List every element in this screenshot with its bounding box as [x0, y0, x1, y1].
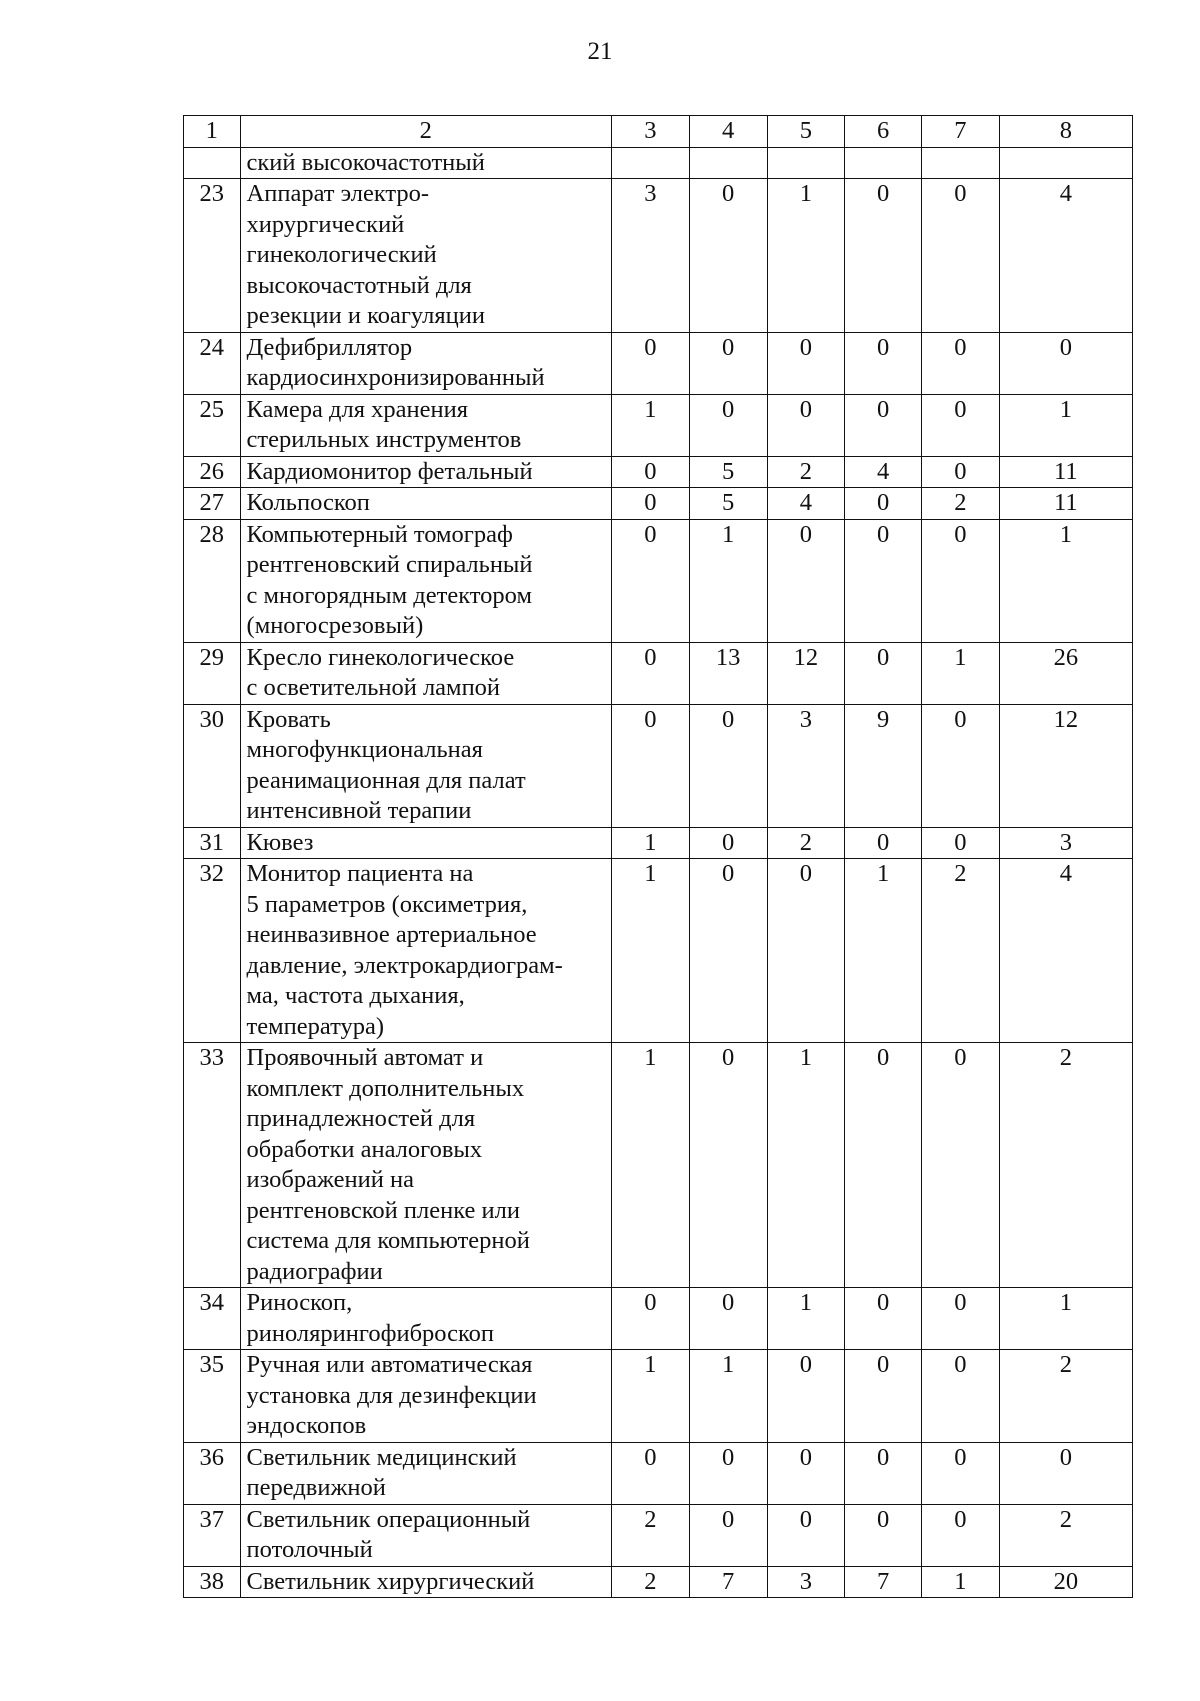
- equipment-name-line: система для компьютерной: [246, 1227, 530, 1254]
- value-cell: 12: [999, 704, 1132, 827]
- value-cell: 0: [612, 642, 690, 704]
- value-cell: 1: [767, 1043, 845, 1288]
- equipment-name-line: Кресло гинекологическое: [246, 643, 515, 671]
- table-row: [184, 1288, 1133, 1350]
- value-cell: 0: [689, 1043, 767, 1288]
- equipment-table: [183, 115, 1133, 1598]
- equipment-name-line: стерильных инструментов: [246, 426, 522, 453]
- equipment-name-line: рентгеновской пленке или: [246, 1196, 520, 1224]
- value-cell: 1: [921, 1566, 999, 1598]
- value-cell: 0: [767, 394, 845, 456]
- value-cell: 1: [767, 179, 845, 333]
- equipment-name-cell: [240, 1566, 612, 1598]
- equipment-name-line: давление, электрокардиограм-: [246, 951, 563, 979]
- equipment-name-line: комплект дополнительных: [246, 1074, 525, 1102]
- value-cell: 11: [999, 488, 1132, 520]
- table-row: [184, 332, 1133, 394]
- value-cell: 1: [612, 827, 690, 859]
- value-cell: 9: [845, 704, 922, 827]
- table-row: [184, 1504, 1133, 1566]
- column-header: 7: [921, 116, 999, 148]
- value-cell: 0: [689, 1288, 767, 1350]
- value-cell: 0: [767, 1350, 845, 1443]
- table-row: [184, 642, 1133, 704]
- equipment-name-cell: [240, 1288, 612, 1350]
- value-cell: 1: [689, 1350, 767, 1443]
- value-cell: 0: [689, 704, 767, 827]
- row-number-cell: 30: [184, 704, 241, 827]
- equipment-name-line: радиографии: [246, 1257, 383, 1285]
- column-header: 4: [689, 116, 767, 148]
- row-number-cell: 31: [184, 827, 241, 859]
- equipment-name-cell: [240, 642, 612, 704]
- value-cell: 3: [767, 704, 845, 827]
- column-header: 1: [184, 116, 241, 148]
- equipment-name-line: хирургический: [246, 210, 405, 238]
- value-cell: 4: [999, 859, 1132, 1043]
- equipment-name-line: интенсивной терапии: [246, 797, 472, 824]
- value-cell: 1: [999, 394, 1132, 456]
- equipment-name-line: Светильник медицинский: [246, 1443, 517, 1471]
- value-cell: 20: [999, 1566, 1132, 1598]
- equipment-name-line: Аппарат электро-: [246, 180, 430, 207]
- equipment-name-line: Монитор пациента на: [246, 860, 474, 887]
- value-cell: 0: [921, 332, 999, 394]
- equipment-name-line: Ручная или автоматическая: [246, 1351, 533, 1378]
- equipment-name-line: рентгеновский спиральный: [246, 551, 533, 578]
- value-cell: 4: [767, 488, 845, 520]
- equipment-name-cell: [240, 456, 612, 488]
- value-cell: 1: [612, 1350, 690, 1443]
- value-cell: 0: [921, 456, 999, 488]
- row-number-cell: 25: [184, 394, 241, 456]
- equipment-name-cell: [240, 488, 612, 520]
- value-cell: 0: [845, 519, 922, 642]
- equipment-name-line: Дефибриллятор: [246, 333, 413, 361]
- equipment-name-line: кардиосинхронизированный: [246, 364, 545, 391]
- page-number: 21: [587, 38, 613, 65]
- row-number-cell: 28: [184, 519, 241, 642]
- column-header: 2: [240, 116, 612, 148]
- value-cell: 0: [767, 1504, 845, 1566]
- equipment-name-line: Кювез: [246, 828, 314, 856]
- value-cell: 0: [921, 1442, 999, 1504]
- table-row-continuation: [184, 147, 1133, 179]
- row-number-cell: 36: [184, 1442, 241, 1504]
- value-cell: [767, 147, 845, 179]
- value-cell: 0: [845, 1043, 922, 1288]
- equipment-name-line: Камера для хранения: [246, 395, 468, 423]
- value-cell: [612, 147, 690, 179]
- row-number-cell: 33: [184, 1043, 241, 1288]
- value-cell: 0: [689, 179, 767, 333]
- row-number-cell: 35: [184, 1350, 241, 1443]
- value-cell: 1: [612, 859, 690, 1043]
- equipment-name-cell: [240, 827, 612, 859]
- value-cell: 0: [845, 332, 922, 394]
- value-cell: 2: [612, 1504, 690, 1566]
- value-cell: 0: [612, 456, 690, 488]
- row-number-cell: [184, 147, 241, 179]
- value-cell: 1: [767, 1288, 845, 1350]
- value-cell: 4: [999, 179, 1132, 333]
- row-number-cell: 26: [184, 456, 241, 488]
- value-cell: 0: [921, 1043, 999, 1288]
- value-cell: 1: [689, 519, 767, 642]
- value-cell: 12: [767, 642, 845, 704]
- equipment-name-line: Кольпоскоп: [246, 489, 370, 516]
- value-cell: 0: [845, 642, 922, 704]
- value-cell: 0: [612, 1288, 690, 1350]
- equipment-name-line: гинекологический: [246, 241, 437, 268]
- value-cell: 3: [612, 179, 690, 333]
- column-header: 6: [845, 116, 922, 148]
- value-cell: 11: [999, 456, 1132, 488]
- table-row: [184, 1350, 1133, 1443]
- equipment-name-line: резекции и коагуляции: [246, 302, 485, 329]
- value-cell: 3: [767, 1566, 845, 1598]
- value-cell: 0: [999, 332, 1132, 394]
- equipment-name-cell: [240, 1442, 612, 1504]
- equipment-name-line: Компьютерный томограф: [246, 520, 513, 548]
- value-cell: 5: [689, 456, 767, 488]
- value-cell: 0: [921, 394, 999, 456]
- row-number-cell: 37: [184, 1504, 241, 1566]
- value-cell: 0: [689, 859, 767, 1043]
- value-cell: 1: [921, 642, 999, 704]
- value-cell: 0: [921, 1288, 999, 1350]
- value-cell: 2: [921, 488, 999, 520]
- equipment-name-cell: [240, 704, 612, 827]
- table-row: [184, 456, 1133, 488]
- value-cell: 2: [767, 456, 845, 488]
- value-cell: [921, 147, 999, 179]
- equipment-name-line: эндоскопов: [246, 1412, 367, 1439]
- equipment-name-cell: [240, 1043, 612, 1288]
- equipment-name-cell: [240, 859, 612, 1043]
- value-cell: 0: [921, 1504, 999, 1566]
- value-cell: 0: [612, 1442, 690, 1504]
- column-header: 5: [767, 116, 845, 148]
- table-row: [184, 394, 1133, 456]
- value-cell: 0: [845, 1288, 922, 1350]
- value-cell: 0: [921, 519, 999, 642]
- value-cell: 2: [921, 859, 999, 1043]
- table-row: [184, 1043, 1133, 1288]
- value-cell: 26: [999, 642, 1132, 704]
- row-number-cell: 29: [184, 642, 241, 704]
- value-cell: 0: [845, 488, 922, 520]
- value-cell: 2: [999, 1350, 1132, 1443]
- equipment-name-line: температура): [246, 1012, 385, 1040]
- equipment-name-line: Кардиомонитор фетальный: [246, 457, 533, 485]
- value-cell: 0: [845, 1350, 922, 1443]
- value-cell: 1: [612, 1043, 690, 1288]
- equipment-name-cell: [240, 179, 612, 333]
- equipment-name-line: принадлежностей для: [246, 1105, 476, 1132]
- value-cell: 0: [612, 332, 690, 394]
- value-cell: 2: [767, 827, 845, 859]
- value-cell: 0: [921, 1350, 999, 1443]
- value-cell: 0: [767, 1442, 845, 1504]
- table-row: [184, 488, 1133, 520]
- equipment-name-line: Проявочный автомат и: [246, 1044, 484, 1071]
- value-cell: 0: [845, 394, 922, 456]
- equipment-name-line: 5 параметров (оксиметрия,: [246, 890, 528, 918]
- equipment-name-line: многофункциональная: [246, 736, 483, 763]
- value-cell: 0: [767, 332, 845, 394]
- equipment-name-line: (многосрезовый): [246, 612, 424, 639]
- value-cell: 0: [921, 179, 999, 333]
- value-cell: 0: [921, 704, 999, 827]
- value-cell: 0: [767, 519, 845, 642]
- value-cell: 4: [845, 456, 922, 488]
- row-number-cell: 27: [184, 488, 241, 520]
- equipment-name-line: Риноскоп,: [246, 1289, 353, 1316]
- value-cell: 0: [845, 827, 922, 859]
- equipment-name-line: установка для дезинфекции: [246, 1381, 537, 1409]
- row-number-cell: 24: [184, 332, 241, 394]
- row-number-cell: 23: [184, 179, 241, 333]
- value-cell: [689, 147, 767, 179]
- value-cell: 1: [612, 394, 690, 456]
- equipment-name-line: обработки аналоговых: [246, 1135, 483, 1163]
- equipment-name-line: Светильник хирургический: [246, 1567, 535, 1595]
- value-cell: 0: [689, 394, 767, 456]
- equipment-name-cell: ский высокочастотный: [240, 147, 612, 179]
- value-cell: 0: [845, 1442, 922, 1504]
- equipment-name-cell: [240, 394, 612, 456]
- value-cell: 0: [689, 332, 767, 394]
- value-cell: 0: [845, 179, 922, 333]
- equipment-name-line: с осветительной лампой: [246, 674, 501, 701]
- equipment-name-line: ринолярингофиброскоп: [246, 1319, 495, 1347]
- value-cell: 0: [999, 1442, 1132, 1504]
- table-body: [184, 147, 1133, 1598]
- equipment-name-line: с многорядным детектором: [246, 581, 532, 609]
- value-cell: 5: [689, 488, 767, 520]
- equipment-name-cell: [240, 1350, 612, 1443]
- table-row: [184, 859, 1133, 1043]
- equipment-name-cell: [240, 519, 612, 642]
- equipment-name-line: высокочастотный для: [246, 271, 472, 299]
- equipment-name-cell: [240, 332, 612, 394]
- equipment-name-line: неинвазивное артериальное: [246, 921, 537, 948]
- equipment-name-line: изображений на: [246, 1166, 414, 1193]
- row-number-cell: 34: [184, 1288, 241, 1350]
- equipment-name-cell: [240, 1504, 612, 1566]
- table-row: [184, 704, 1133, 827]
- column-header: 8: [999, 116, 1132, 148]
- header-row: [184, 116, 1133, 148]
- row-number-cell: 32: [184, 859, 241, 1043]
- value-cell: 0: [845, 1504, 922, 1566]
- value-cell: 0: [689, 1504, 767, 1566]
- value-cell: [999, 147, 1132, 179]
- value-cell: 3: [999, 827, 1132, 859]
- equipment-name-line: потолочный: [246, 1536, 373, 1563]
- value-cell: 0: [612, 488, 690, 520]
- equipment-name-line: передвижной: [246, 1474, 386, 1501]
- value-cell: 7: [845, 1566, 922, 1598]
- value-cell: 0: [689, 827, 767, 859]
- value-cell: 0: [921, 827, 999, 859]
- table-row: [184, 1566, 1133, 1598]
- table-row: [184, 827, 1133, 859]
- column-header: 3: [612, 116, 690, 148]
- value-cell: 0: [767, 859, 845, 1043]
- value-cell: 1: [999, 519, 1132, 642]
- value-cell: 2: [612, 1566, 690, 1598]
- table-row: [184, 1442, 1133, 1504]
- value-cell: 2: [999, 1043, 1132, 1288]
- table-row: [184, 519, 1133, 642]
- value-cell: 0: [689, 1442, 767, 1504]
- value-cell: [845, 147, 922, 179]
- equipment-name-line: Светильник операционный: [246, 1505, 531, 1533]
- row-number-cell: 38: [184, 1566, 241, 1598]
- table-row: [184, 179, 1133, 333]
- value-cell: 1: [999, 1288, 1132, 1350]
- value-cell: 2: [999, 1504, 1132, 1566]
- equipment-name-line: ма, частота дыхания,: [246, 982, 465, 1009]
- value-cell: 0: [612, 704, 690, 827]
- value-cell: 0: [612, 519, 690, 642]
- value-cell: 7: [689, 1566, 767, 1598]
- value-cell: 1: [845, 859, 922, 1043]
- equipment-name-line: реанимационная для палат: [246, 766, 526, 794]
- value-cell: 13: [689, 642, 767, 704]
- equipment-name-line: Кровать: [246, 705, 331, 733]
